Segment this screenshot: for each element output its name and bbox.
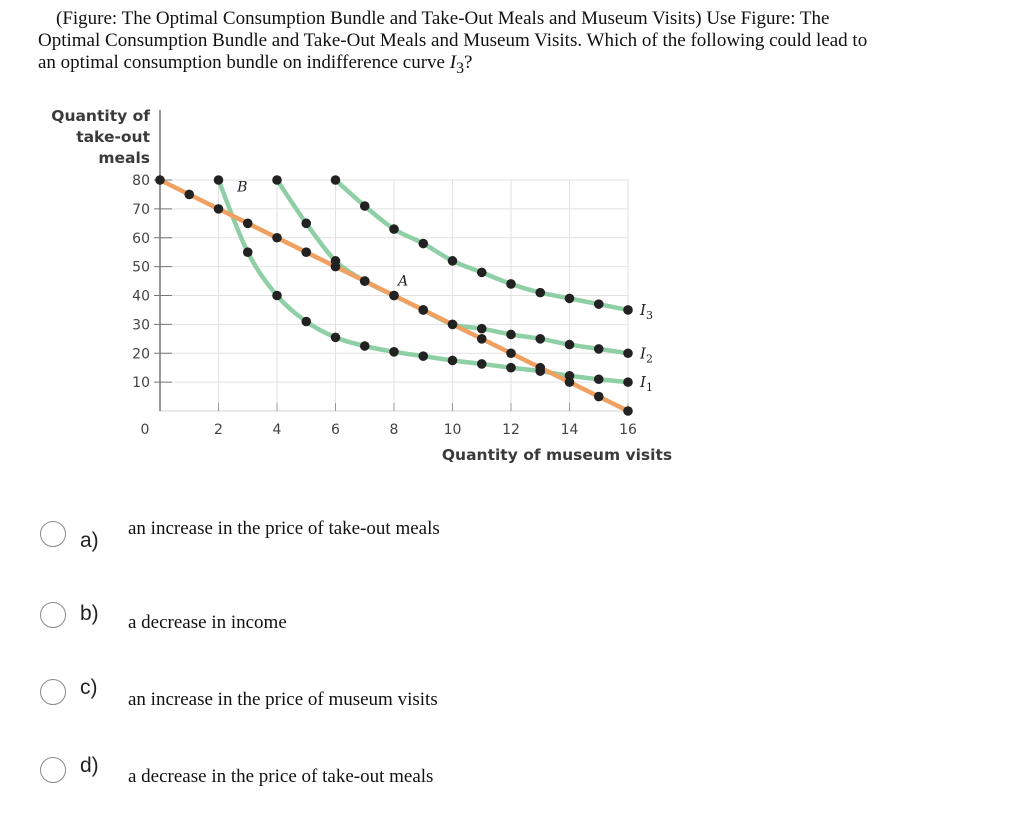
curve-point [535,288,545,298]
curve-point [389,347,399,357]
budget-point [301,247,311,257]
curve-point [448,356,458,366]
x-axis-title: Quantity of museum visits [441,446,673,464]
point-label: B [237,179,248,196]
curve-point [360,201,370,211]
curve-point [448,256,458,266]
y-axis-title [51,107,150,167]
curve-point [214,175,224,185]
x-ticks [141,403,637,438]
option-text: an increase in the price of take-out meals [128,518,440,539]
curve-label-sub: 1 [645,381,653,395]
budget-point [594,392,604,402]
curve-point [506,330,516,340]
curve-point [565,340,575,350]
curve-point [243,247,253,257]
curve-point [594,374,604,384]
budget-point [565,377,575,387]
radio-button[interactable] [40,757,66,783]
curve-point [594,299,604,309]
x-tick-label: 16 [619,422,637,438]
option-text: a decrease in the price of take-out meals [128,766,434,787]
curve-point [477,268,487,278]
budget-point [184,190,194,200]
chart [0,0,700,480]
budget-point [360,276,370,286]
budget-point [214,204,224,214]
curve-point [389,224,399,234]
curve-point [301,317,311,327]
y-tick-label: 70 [132,201,150,218]
curve-label-i3 [639,301,653,322]
budget-point [448,320,458,330]
option-text: a decrease in income [128,612,287,633]
curve-point [506,363,516,373]
question-curve-var: I [449,52,457,73]
curve-label-sub: 2 [645,352,653,366]
curve-label-var: I [640,300,646,319]
option-text: an increase in the price of museum visits [128,689,438,710]
question-line-3-text: an optimal consumption bundle on indifference curve [38,52,450,73]
curve-point [418,351,428,361]
curve-point [565,294,575,304]
curve-label-sub: 3 [645,308,653,322]
radio-button[interactable] [40,679,66,705]
curve-label-var: I [640,344,646,363]
question-curve-sub: 3 [456,59,464,77]
y-axis-title-line: take-out [76,128,150,146]
curve-point [272,291,282,301]
x-tick-label: 8 [389,422,399,438]
x-tick-label: 14 [560,422,579,438]
curve-point [623,377,633,387]
budget-point [272,233,282,243]
curve-point [272,175,282,185]
point-label: A [398,273,409,290]
option-letter: c) [80,676,98,699]
question-mark: ? [463,52,473,73]
y-ticks [132,173,172,391]
x-tick-label: 10 [443,422,462,438]
curve-point [477,324,487,334]
curve-labels [639,301,653,394]
curve-label-i1 [639,373,653,394]
curve-point [623,305,633,315]
budget-point [418,305,428,315]
curve-point [360,341,370,351]
curve-point [535,334,545,344]
curve-label-var: I [640,373,646,392]
y-tick-label: 10 [132,375,150,392]
budget-point [535,363,545,373]
curve-point [418,239,428,249]
curve-point [331,175,341,185]
budget-point [506,348,516,358]
y-tick-label: 20 [132,346,150,363]
budget-point [477,334,487,344]
y-tick-label: 40 [132,288,150,305]
budget-point [331,262,341,272]
option-letter: d) [80,754,99,777]
radio-button[interactable] [40,602,66,628]
x-tick-label: 2 [214,422,223,438]
y-tick-label: 50 [132,259,150,276]
x-tick-label: 4 [272,422,282,438]
budget-point [243,219,253,229]
option-letter: a) [80,529,99,552]
budget-point [155,175,165,185]
curve-point [506,279,516,289]
x-tick-label: 12 [502,422,520,438]
x-tick-label: 6 [331,422,340,438]
y-tick-label: 30 [132,317,150,334]
curve-point [301,219,311,229]
curve-point [594,344,604,354]
budget-point [623,406,633,416]
y-tick-label: 80 [132,173,150,189]
x-tick-label: 0 [140,422,150,438]
y-axis-title-line: meals [98,149,150,167]
radio-button[interactable] [40,521,66,547]
budget-point [389,291,399,301]
question-line-2: Optimal Consumption Bundle and Take-Out Meals and Museum Visits. Which of the following could lead to [38,30,868,51]
curve-label-i2 [639,344,653,365]
curve-point [477,359,487,369]
curve-point [623,348,633,358]
curve-point [331,333,341,343]
option-letter: b) [80,602,99,625]
y-axis-title-line: Quantity of [51,107,150,125]
question-line-1: (Figure: The Optimal Consumption Bundle and Take-Out Meals and Museum Visits) Use Figure: The [56,8,830,29]
y-tick-label: 60 [132,230,150,247]
